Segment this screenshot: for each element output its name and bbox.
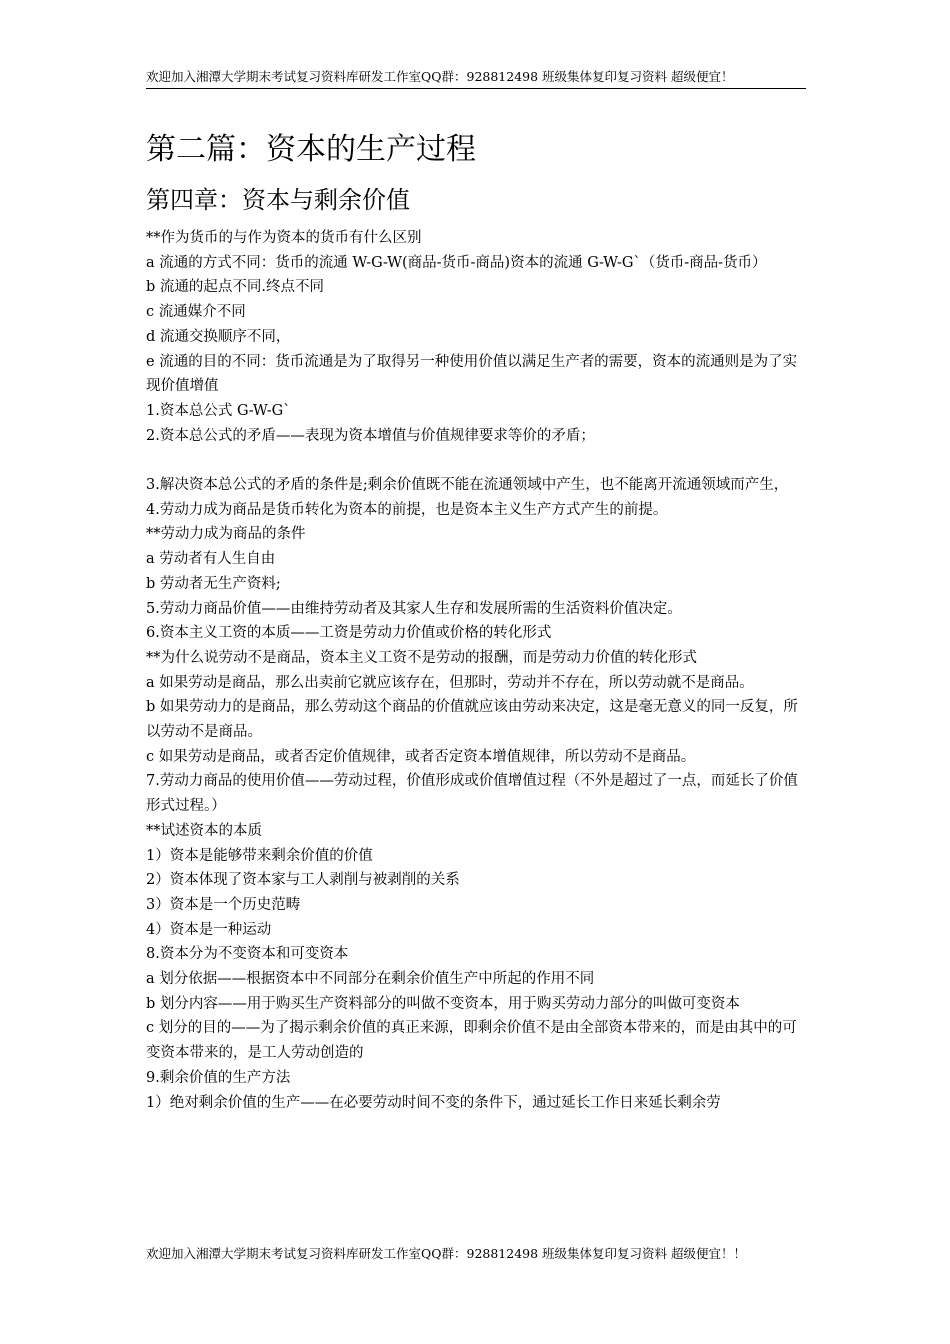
text-line: c 划分的目的——为了揭示剩余价值的真正来源，即剩余价值不是由全部资本带来的，而是由其中的可变资本带来的，是工人劳动创造的 — [146, 1020, 797, 1062]
text-line: a 劳动者有人生自由 — [146, 551, 276, 568]
text-line: 9.剩余价值的生产方法 — [146, 1069, 291, 1086]
text-line: b 如果劳动力的是商品，那么劳动这个商品的价值就应该由劳动来决定，这是毫无意义的同一反复，所以劳动不是商品。 — [146, 699, 798, 741]
text-line: 2）资本体现了资本家与工人剥削与被剥削的关系 — [146, 872, 460, 889]
text-line: c 如果劳动是商品，或者否定价值规律，或者否定资本增值规律，所以劳动不是商品。 — [146, 748, 696, 765]
text-line: 1）绝对剩余价值的生产——在必要劳动时间不变的条件下，通过延长工作日来延长剩余劳 — [146, 1094, 721, 1111]
page-header: 欢迎加入湘潭大学期末考试复习资料库研发工作室QQ群：928812498 班级集体复印复习资料 超级便宜！ — [146, 68, 806, 89]
text-line: d 流通交换顺序不同， — [146, 328, 291, 345]
text-line: b 劳动者无生产资料; — [146, 575, 281, 592]
text-line: b 划分内容——用于购买生产资料部分的叫做不变资本，用于购买劳动力部分的叫做可变资本 — [146, 995, 740, 1012]
text-line: 3）资本是一个历史范畴 — [146, 896, 301, 913]
text-line: a 如果劳动是商品，那么出卖前它就应该存在，但那时，劳动并不存在，所以劳动就不是商品。 — [146, 674, 754, 691]
chapter-title: 第四章：资本与剩余价值 — [146, 186, 410, 214]
question-line: **试述资本的本质 — [146, 822, 262, 839]
text-line: e 流通的目的不同：货币流通是为了取得另一种使用价值以满足生产者的需要，资本的流通则是为了实现价值增值 — [146, 353, 798, 395]
part-title: 第二篇：资本的生产过程 — [146, 132, 476, 167]
body-text — [146, 226, 808, 1115]
text-line: 1.资本总公式 G-W-G` — [146, 402, 291, 419]
text-line: 8.资本分为不变资本和可变资本 — [146, 946, 349, 963]
text-line: a 划分依据——根据资本中不同部分在剩余价值生产中所起的作用不同 — [146, 971, 595, 988]
question-line: **作为货币的与作为资本的货币有什么区别 — [146, 230, 422, 246]
text-line: 2.资本总公式的矛盾——表现为资本增值与价值规律要求等价的矛盾； — [146, 427, 595, 444]
text-line: 3.解决资本总公式的矛盾的条件是;剩余价值既不能在流通领域中产生，也不能离开流通领域而产生， — [146, 477, 789, 494]
text-line: a 流通的方式不同：货币的流通 W-G-W(商品-货币-商品)资本的流通 G-W-G`（货币-商品-货币） — [146, 254, 767, 271]
text-line: 5.劳动力商品价值——由维持劳动者及其家人生存和发展所需的生活资料价值决定。 — [146, 600, 682, 617]
text-line: 7.劳动力商品的使用价值——劳动过程，价值形成或价值增值过程（不外是超过了一点，而延长了价值形式过程。） — [146, 773, 798, 815]
text-line: b 流通的起点不同.终点不同 — [146, 279, 324, 296]
blank-line — [146, 448, 808, 473]
text-line: 4.劳动力成为商品是货币转化为资本的前提，也是资本主义生产方式产生的前提。 — [146, 501, 668, 518]
question-line: **劳动力成为商品的条件 — [146, 526, 306, 543]
question-line: **为什么说劳动不是商品，资本主义工资不是劳动的报酬，而是劳动力价值的转化形式 — [146, 649, 697, 666]
page-footer: 欢迎加入湘潭大学期末考试复习资料库研发工作室QQ群：928812498 班级集体复印复习资料 超级便宜！！ — [146, 1246, 747, 1261]
text-line: 4）资本是一种运动 — [146, 921, 272, 938]
text-line: 6.资本主义工资的本质——工资是劳动力价值或价格的转化形式 — [146, 625, 552, 642]
text-line: c 流通媒介不同 — [146, 304, 246, 321]
text-line: 1）资本是能够带来剩余价值的价值 — [146, 847, 373, 864]
